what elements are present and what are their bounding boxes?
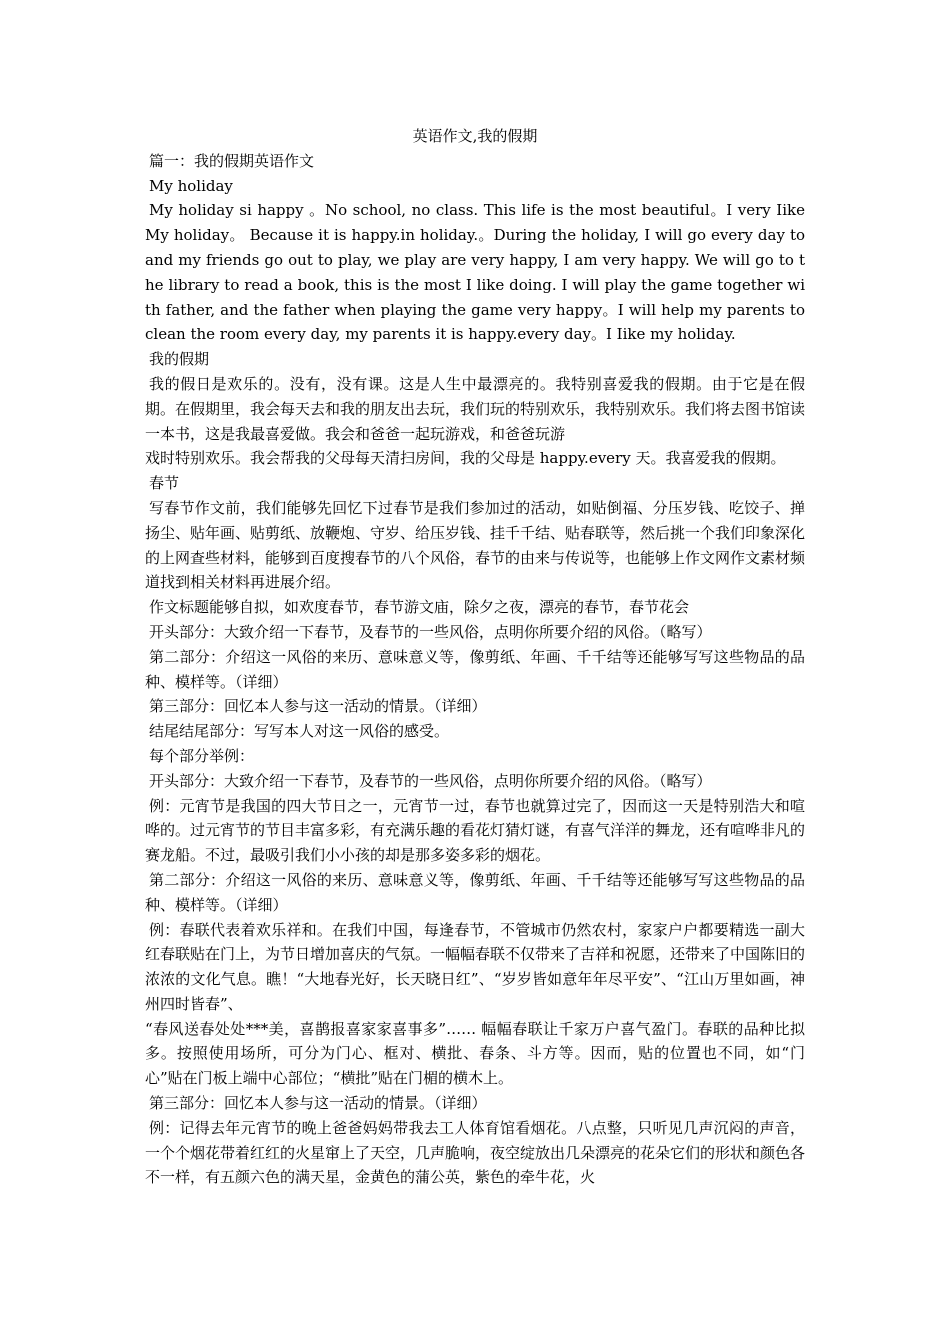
chinese-essay-title: 我的假期 <box>149 350 210 369</box>
example-part-three-text: 例：记得去年元宵节的晚上爸爸妈妈带我去工人体育馆看烟花。八点整，只听见几声沉闷的声音，一个个烟花带着红红的火星窜上了天空，几声脆响，夜空绽放出几朵漂亮的花朵它们的形状和颜色各不一样，有五颜六色的满天星，金黄色的蒲公英，紫色的牵牛花，火 <box>145 1118 806 1187</box>
example-opening-text: 例：元宵节是我国的四大节日之一，元宵节一过，春节也就算过完了，因而这一天是特别浩大和喧哗的。过元宵节的节目丰富多彩，有充满乐趣的看花灯猜灯谜，有喜气洋洋的舞龙，还有喧哗非凡的赛龙船。不过，最吸引我们小小孩的却是那多姿多彩的烟花。 <box>145 796 806 865</box>
chinese-essay-body: 我的假日是欢乐的。没有，没有课。这是人生中最漂亮的。我特别喜爱我的假期。由于它是在假期。在假期里，我会每天去和我的朋友出去玩，我们玩的特别欢乐，我特别欢乐。我们将去图书馆读一本书，这是我最喜爱做。我会和爸爸一起玩游戏，和爸爸玩游 <box>145 374 806 443</box>
english-essay-body: My holiday si happy 。No school, no class. This life is the most beautiful。I very Iike My holiday。 Because it is happy.in holiday.。During the holiday, I will go every day to and my friends go out to play, we play are very happy, I am very happy. We will go to the library to read a book, this is the most I like doing. I will play the game together with father, and the father when playing the game very happy。I will help my parents to clean the room every day, my parents it is happy.every day。I Iike my holiday. <box>145 201 805 344</box>
spring-festival-heading: 春节 <box>149 474 180 493</box>
example-part-two-text-continued: “春风送春处处***美，喜鹊报喜家家喜事多”…… 幅幅春联让千家万户喜气盈门。春联的品种比拟多。按照使用场所，可分为门心、框对、横批、春条、斗方等。因而，贴的位置也不同，如“门心”贴在门板上端中心部位；“横批”贴在门楣的横木上。 <box>145 1019 805 1088</box>
document-title: 英语作文,我的假期 <box>412 127 538 145</box>
outline-part-two: 第二部分：介绍这一风俗的来历、意味意义等，像剪纸、年画、千千结等还能够写写这些物品的品种、模样等。（详细） <box>145 647 805 691</box>
outline-opening: 开头部分：大致介绍一下春节，及春节的一些风俗，点明你所要介绍的风俗。（略写） <box>149 622 712 641</box>
outline-ending: 结尾结尾部分：写写本人对这一风俗的感受。 <box>149 722 450 741</box>
section-heading-holiday-essay: 篇一：我的假期英语作文 <box>149 151 315 170</box>
spring-festival-intro: 写春节作文前，我们能够先回忆下过春节是我们参加过的活动，如贴倒福、分压岁钱、吃饺子、掸扬尘、贴年画、贴剪纸、放鞭炮、守岁、给压岁钱、挂千千结、贴春联等，然后挑一个我们印象深化的上网查些材料，能够到百度搜春节的八个风俗，春节的由来与传说等，也能够上作文网作文素材频道找到相关材料再进展介绍。 <box>145 498 806 592</box>
example-part-two-heading: 第二部分：介绍这一风俗的来历、意味意义等，像剪纸、年画、千千结等还能够写写这些物品的品种、模样等。（详细） <box>145 870 805 914</box>
examples-heading: 每个部分举例： <box>149 746 255 765</box>
title-suggestions: 作文标题能够自拟，如欢度春节，春节游文庙，除夕之夜，漂亮的春节，春节花会 <box>149 598 690 617</box>
outline-part-three: 第三部分：回忆本人参与这一活动的情景。（详细） <box>149 697 487 716</box>
chinese-essay-body-continued: 戏时特别欢乐。我会帮我的父母每天清扫房间，我的父母是 happy.every 天。我喜爱我的假期。 <box>145 449 786 468</box>
example-part-three-heading: 第三部分：回忆本人参与这一活动的情景。（详细） <box>149 1094 487 1113</box>
example-opening-heading: 开头部分：大致介绍一下春节，及春节的一些风俗，点明你所要介绍的风俗。（略写） <box>149 771 712 790</box>
example-part-two-text: 例：春联代表着欢乐祥和。在我们中国，每逢春节，不管城市仍然农村，家家户户都要精选一副大红春联贴在门上，为节日增加喜庆的气氛。一幅幅春联不仅带来了吉祥和祝愿，还带来了中国陈旧的浓浓的文化气息。瞧！“大地春光好，长天晓日红”、“岁岁皆如意年年尽平安”、“江山万里如画，神州四时皆春”、 <box>145 920 806 1013</box>
english-essay-title: My holiday <box>149 176 233 195</box>
document-page <box>145 124 805 1190</box>
